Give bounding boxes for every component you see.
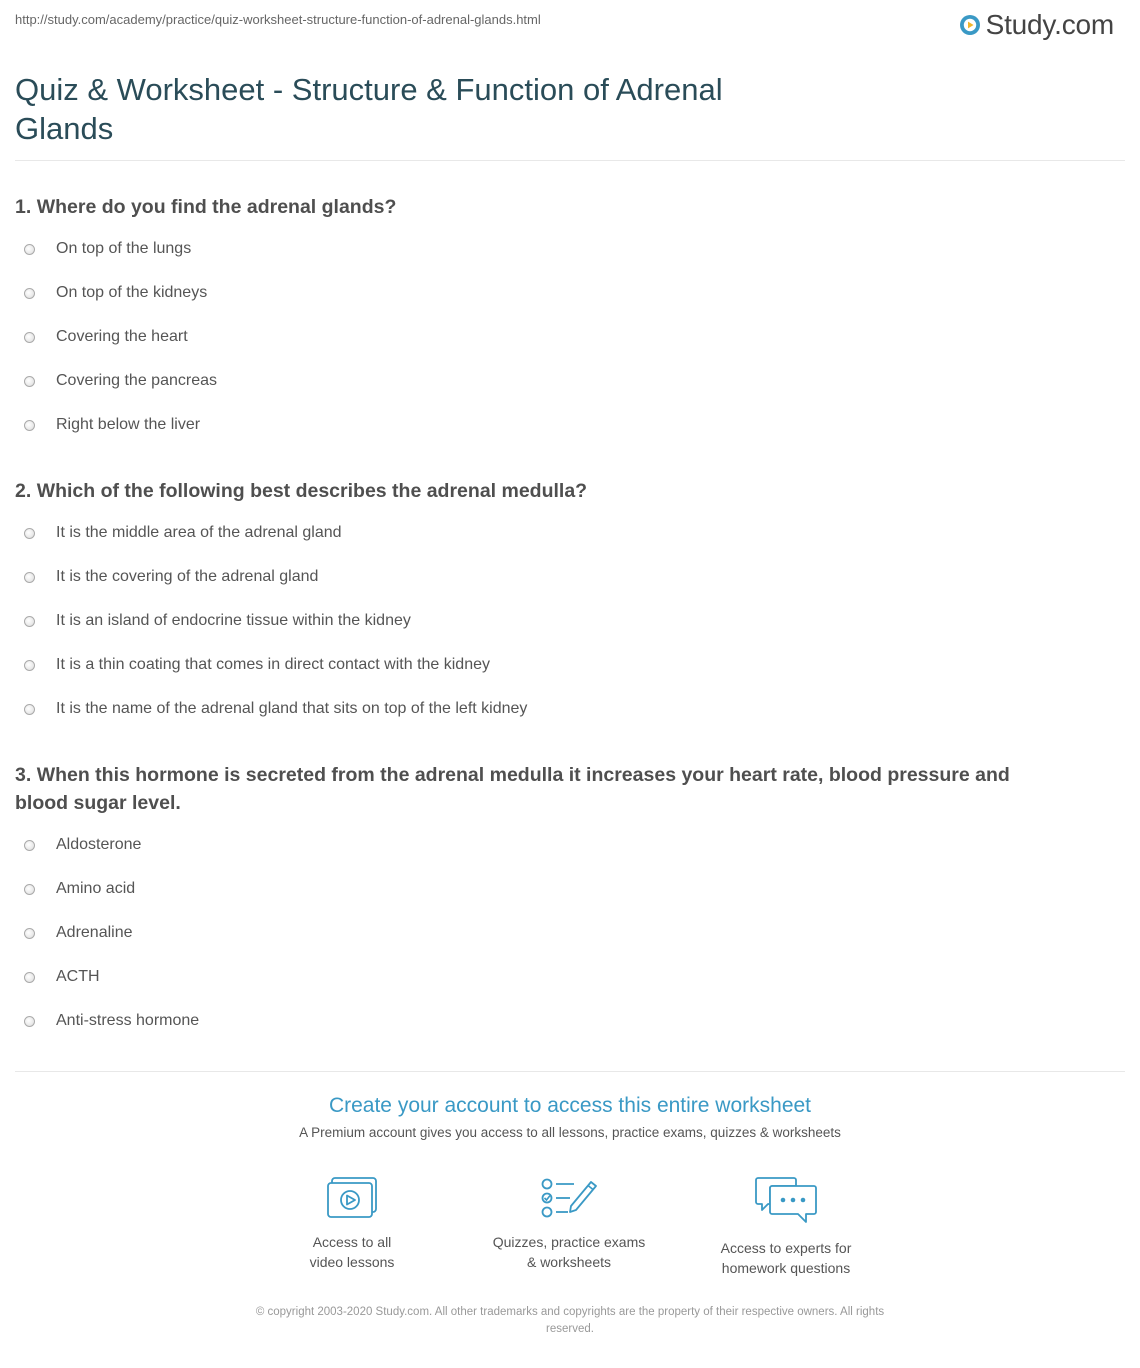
feature-label — [242, 1232, 462, 1272]
question-text — [15, 477, 1125, 505]
radio-button[interactable] — [24, 616, 35, 627]
choice-label: On top of the kidneys — [56, 284, 208, 301]
page-title-line2: Glands — [15, 111, 114, 146]
feature-label-line2: & worksheets — [526, 1254, 612, 1270]
feature-video-lessons — [242, 1176, 462, 1272]
answer-choice[interactable] — [15, 227, 1125, 271]
radio-button[interactable] — [24, 332, 35, 343]
cta-subtitle: A Premium account gives you access to all lessons, practice exams, quizzes & worksheets — [299, 1125, 841, 1140]
radio-button[interactable] — [24, 704, 35, 715]
page-title-line1: Quiz & Worksheet - Structure & Function of Adrenal — [15, 72, 723, 107]
feature-label-line1: Quizzes, practice exams — [492, 1234, 646, 1250]
choice-label: It is the name of the adrenal gland that sits on top of the left kidney — [56, 700, 528, 717]
radio-button[interactable] — [24, 572, 35, 583]
radio-button[interactable] — [24, 1016, 35, 1027]
copyright-notice — [210, 1304, 930, 1338]
radio-button[interactable] — [24, 928, 35, 939]
radio-button[interactable] — [24, 528, 35, 539]
question-prompt: Where do you find the adrenal glands? — [36, 196, 397, 218]
feature-label-line2: video lessons — [309, 1254, 395, 1270]
choice-label: Covering the pancreas — [56, 372, 217, 389]
answer-choice[interactable] — [15, 403, 1125, 447]
answer-list — [15, 823, 1125, 1043]
choice-label: Anti-stress hormone — [56, 1012, 200, 1029]
choice-label: On top of the lungs — [56, 240, 192, 257]
choice-label: ACTH — [56, 968, 100, 985]
copyright-line1: © copyright 2003-2020 Study.com. All other trademarks and copyrights are the property of their respective owners. All rights — [255, 1306, 885, 1318]
quiz-checklist-icon — [540, 1176, 598, 1220]
chat-bubbles-icon — [754, 1176, 818, 1226]
answer-choice[interactable] — [15, 999, 1125, 1043]
radio-button[interactable] — [24, 420, 35, 431]
question-number: 1. — [15, 196, 32, 218]
answer-choice[interactable] — [15, 315, 1125, 359]
radio-button[interactable] — [24, 660, 35, 671]
feature-label-line1: Access to experts for — [720, 1240, 852, 1256]
answer-choice[interactable] — [15, 687, 1125, 731]
answer-choice[interactable] — [15, 555, 1125, 599]
answer-choice[interactable] — [15, 867, 1125, 911]
divider — [15, 1071, 1125, 1072]
question-prompt-line2: blood sugar level. — [15, 792, 181, 814]
choice-label: Amino acid — [56, 880, 136, 897]
question-3 — [15, 761, 1125, 1043]
answer-list — [15, 511, 1125, 731]
radio-button[interactable] — [24, 376, 35, 387]
question-prompt: Which of the following best describes the adrenal medulla? — [36, 480, 588, 502]
feature-quizzes — [459, 1176, 679, 1272]
answer-choice[interactable] — [15, 359, 1125, 403]
copyright-line2: reserved. — [546, 1323, 594, 1335]
answer-list — [15, 227, 1125, 447]
answer-choice[interactable] — [15, 271, 1125, 315]
answer-choice[interactable] — [15, 823, 1125, 867]
question-prompt-line1: When this hormone is secreted from the adrenal medulla it increases your heart rate, blood pressure and — [36, 764, 1010, 786]
choice-label: It is the middle area of the adrenal gland — [56, 524, 342, 541]
choice-label: It is an island of endocrine tissue within the kidney — [56, 612, 411, 629]
divider — [15, 160, 1125, 161]
study-logo[interactable] — [959, 6, 1114, 44]
create-account-link[interactable]: Create your account to access this entire worksheet — [328, 1094, 812, 1117]
video-lesson-icon — [326, 1176, 378, 1220]
answer-choice[interactable] — [15, 955, 1125, 999]
answer-choice[interactable] — [15, 599, 1125, 643]
question-number: 2. — [15, 480, 32, 502]
question-1 — [15, 193, 1125, 447]
feature-label-line2: homework questions — [721, 1260, 851, 1276]
question-text — [15, 761, 1125, 817]
choice-label: Right below the liver — [56, 416, 201, 433]
question-2 — [15, 477, 1125, 731]
choice-label: Covering the heart — [56, 328, 188, 345]
choice-label: It is the covering of the adrenal gland — [56, 568, 319, 585]
radio-button[interactable] — [24, 972, 35, 983]
choice-label: Aldosterone — [56, 836, 142, 853]
feature-label — [459, 1232, 679, 1272]
feature-label-line1: Access to all — [312, 1234, 392, 1250]
radio-button[interactable] — [24, 884, 35, 895]
answer-choice[interactable] — [15, 511, 1125, 555]
page-title — [15, 70, 835, 148]
question-text — [15, 193, 1125, 221]
radio-button[interactable] — [24, 840, 35, 851]
radio-button[interactable] — [24, 288, 35, 299]
choice-label: It is a thin coating that comes in direct contact with the kidney — [56, 656, 490, 673]
answer-choice[interactable] — [15, 643, 1125, 687]
feature-label — [676, 1238, 896, 1278]
question-number: 3. — [15, 764, 32, 786]
answer-choice[interactable] — [15, 911, 1125, 955]
choice-label: Adrenaline — [56, 924, 133, 941]
logo-text: Study.com — [985, 9, 1114, 40]
radio-button[interactable] — [24, 244, 35, 255]
page-url: http://study.com/academy/practice/quiz-worksheet-structure-function-of-adrenal-glands.html — [15, 12, 541, 27]
play-circle-icon — [959, 14, 981, 36]
feature-experts — [676, 1176, 896, 1278]
